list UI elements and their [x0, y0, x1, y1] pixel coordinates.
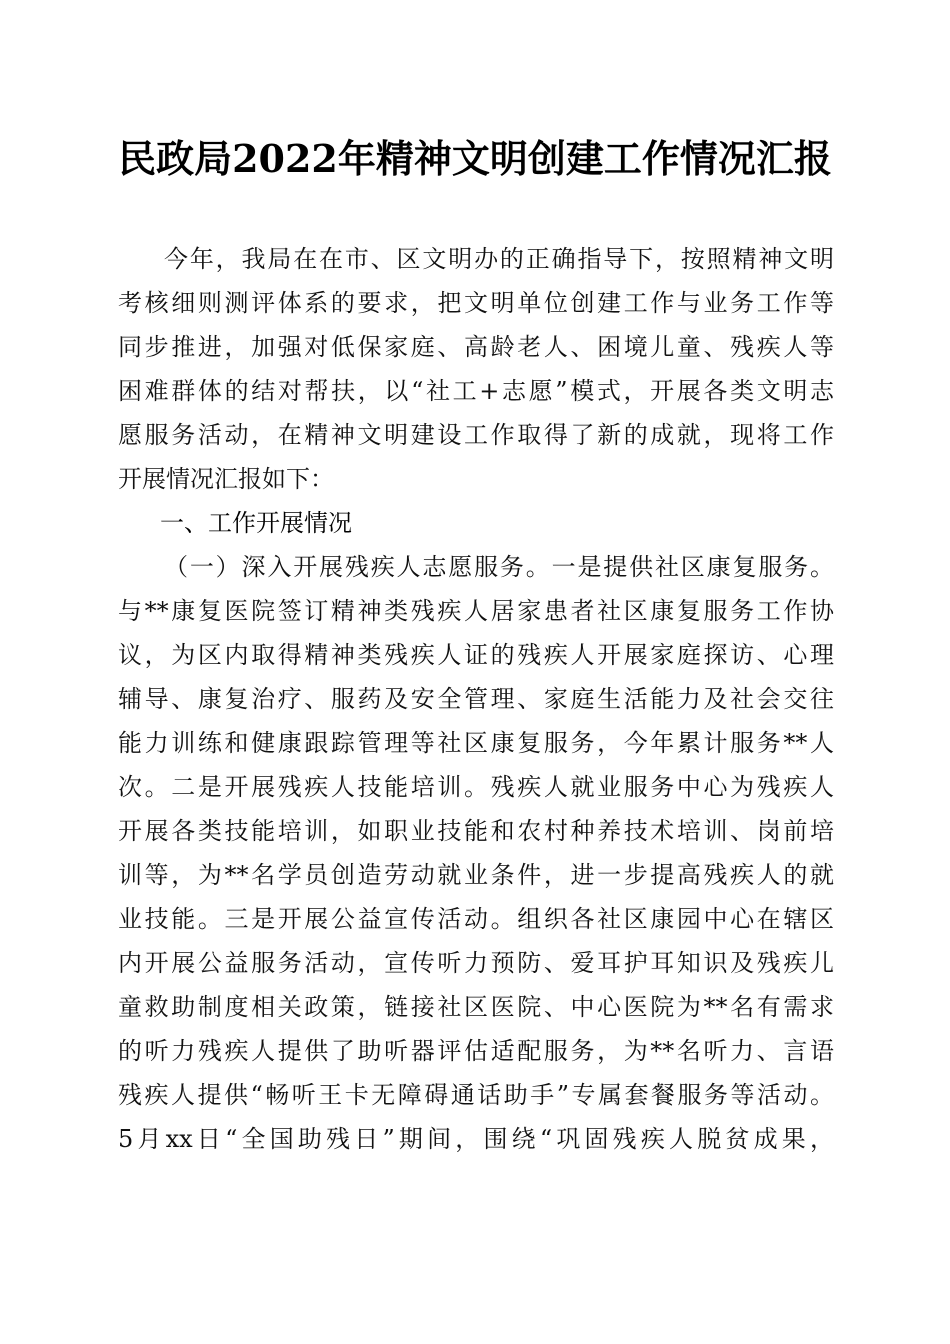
intro-line: 今年，我局在在市、区文明办的正确指导下，按照精神文明 — [164, 245, 834, 273]
body-line: 与**康复医院签订精神类残疾人居家患者社区康复服务工作协 — [118, 597, 834, 625]
intro-line: 考核细则测评体系的要求，把文明单位创建工作与业务工作等 — [118, 289, 834, 317]
body-line: 能力训练和健康跟踪管理等社区康复服务，今年累计服务**人 — [118, 729, 834, 757]
body-line: 开展各类技能培训，如职业技能和农村种养技术培训、岗前培 — [118, 817, 834, 845]
intro-line: 愿服务活动，在精神文明建设工作取得了新的成就，现将工作 — [118, 421, 834, 449]
intro-line: 开展情况汇报如下： — [118, 465, 334, 493]
body-line: 5月xx日“全国助残日”期间，围绕“巩固残疾人脱贫成果， — [118, 1125, 834, 1153]
intro-line: 同步推进，加强对低保家庭、高龄老人、困境儿童、残疾人等 — [118, 333, 834, 361]
body-line: 议，为区内取得精神类残疾人证的残疾人开展家庭探访、心理 — [118, 641, 834, 669]
body-line: 训等，为**名学员创造劳动就业条件，进一步提高残疾人的就 — [118, 861, 834, 889]
intro-line: 困难群体的结对帮扶，以“社工+志愿”模式，开展各类文明志 — [118, 377, 834, 405]
body-line: 内开展公益服务活动，宣传听力预防、爱耳护耳知识及残疾儿 — [118, 949, 834, 977]
body-line: 的听力残疾人提供了助听器评估适配服务，为**名听力、言语 — [118, 1037, 834, 1065]
body-line: 业技能。三是开展公益宣传活动。组织各社区康园中心在辖区 — [118, 905, 834, 933]
body-line: 次。二是开展残疾人技能培训。残疾人就业服务中心为残疾人 — [118, 773, 834, 801]
body-line: 辅导、康复治疗、服药及安全管理、家庭生活能力及社会交往 — [118, 685, 834, 713]
section-heading: 一、工作开展情况 — [160, 509, 352, 537]
document-title: 民政局2022年精神文明创建工作情况汇报 — [118, 136, 832, 181]
body-line: 童救助制度相关政策，链接社区医院、中心医院为**名有需求 — [118, 993, 834, 1021]
body-line: 残疾人提供“畅听王卡无障碍通话助手”专属套餐服务等活动。 — [118, 1081, 834, 1109]
body-line: （一）深入开展残疾人志愿服务。一是提供社区康复服务。 — [164, 553, 834, 581]
